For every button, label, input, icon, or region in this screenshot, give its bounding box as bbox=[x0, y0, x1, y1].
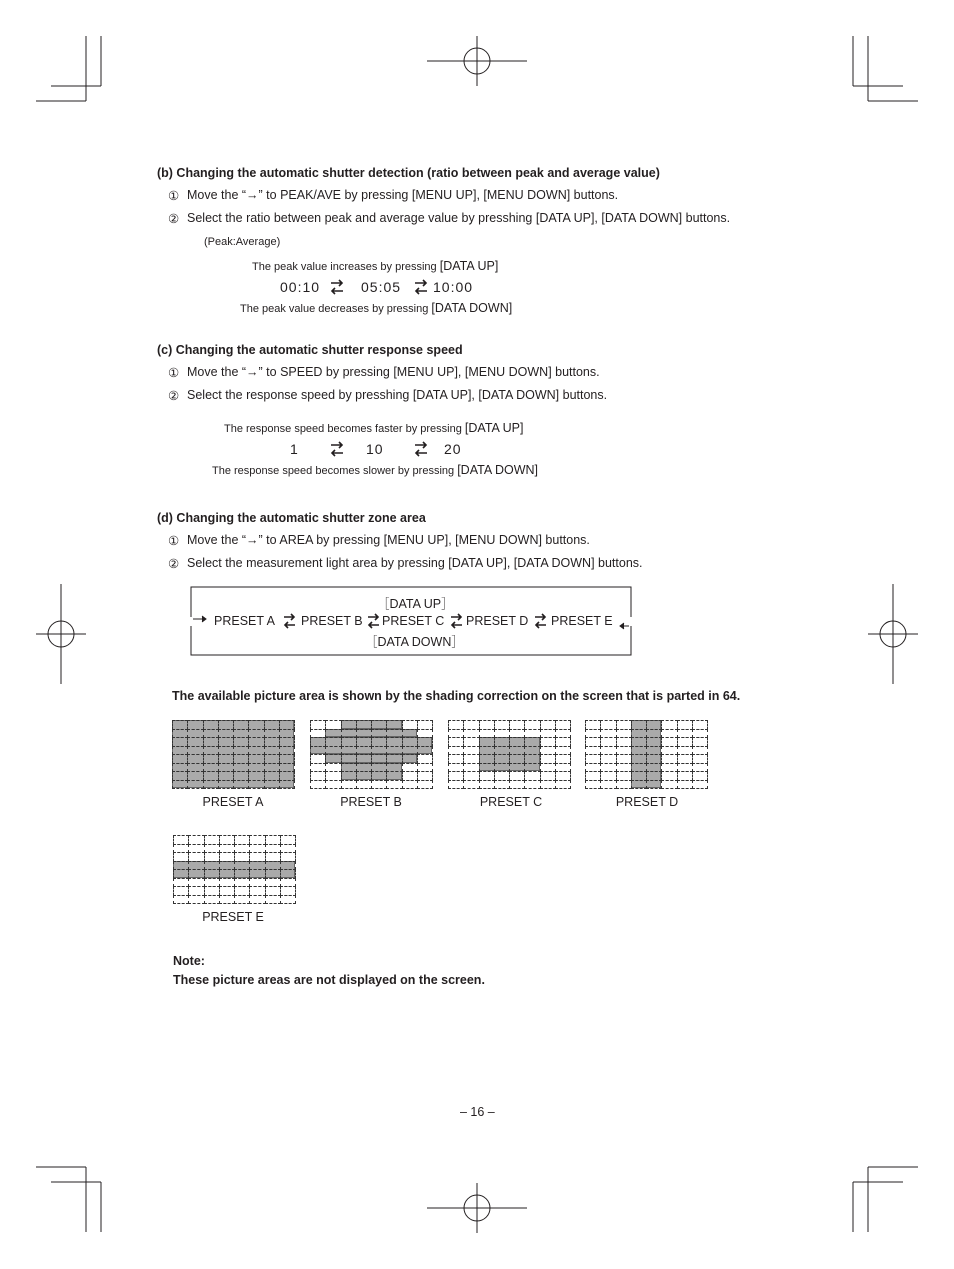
speed-down-button-ref: [DATA DOWN] bbox=[457, 463, 538, 477]
peak-average-note: (Peak:Average) bbox=[204, 236, 281, 248]
preset-b-label: PRESET B bbox=[340, 795, 402, 809]
grid-cell bbox=[325, 780, 341, 790]
grid-cell bbox=[692, 780, 708, 790]
preset-d-grid bbox=[585, 720, 707, 788]
step-marker: ① bbox=[168, 189, 180, 203]
grid-cell bbox=[341, 780, 357, 790]
grid-cell bbox=[173, 895, 189, 905]
peak-up-text: The peak value increases by pressing bbox=[252, 261, 437, 273]
note-title: Note: bbox=[173, 954, 205, 968]
peak-down-button-ref: [DATA DOWN] bbox=[431, 301, 513, 315]
section-d-step1: Move the “→” to AREA by pressing [MENU UP], [MENU DOWN] buttons. bbox=[187, 533, 590, 547]
grid-cell bbox=[279, 780, 295, 790]
grid-cell bbox=[187, 780, 203, 790]
step-marker: ① bbox=[168, 366, 180, 380]
grid-cell bbox=[479, 780, 495, 790]
peak-value-2: 05:05 bbox=[361, 279, 402, 295]
flow-preset-d: PRESET D bbox=[466, 614, 529, 628]
grid-cell bbox=[509, 780, 525, 790]
grid-cell bbox=[417, 780, 433, 790]
section-c-step1: Move the “→” to SPEED by pressing [MENU UP], [MENU DOWN] buttons. bbox=[187, 365, 600, 379]
speed-down-text: The response speed becomes slower by pressing bbox=[212, 465, 455, 477]
section-b-heading: (b) Changing the automatic shutter detection (ratio between peak and average value) bbox=[157, 166, 660, 180]
grid-cell bbox=[219, 895, 235, 905]
flow-preset-a: PRESET A bbox=[214, 614, 275, 628]
grid-cell bbox=[402, 780, 418, 790]
section-c-heading: (c) Changing the automatic shutter response speed bbox=[157, 343, 463, 357]
grid-cell bbox=[448, 780, 464, 790]
step-marker: ② bbox=[168, 212, 180, 226]
preset-b-grid bbox=[310, 720, 432, 788]
page-number: – 16 – bbox=[460, 1105, 495, 1119]
grid-cell bbox=[677, 780, 693, 790]
grid-cell bbox=[233, 780, 249, 790]
grid-cell bbox=[463, 780, 479, 790]
grid-cell bbox=[265, 895, 281, 905]
grid-cell bbox=[280, 895, 296, 905]
grid-cell bbox=[356, 780, 372, 790]
peak-down-text: The peak value decreases by pressing bbox=[240, 303, 429, 315]
grid-cell bbox=[310, 780, 326, 790]
section-b-step2: Select the ratio between peak and average value by presshing [DATA UP], [DATA DOWN] buttons. bbox=[187, 211, 731, 225]
speed-up-text: The response speed becomes faster by pressing bbox=[224, 423, 462, 435]
grid-cell bbox=[494, 780, 510, 790]
grid-cell bbox=[540, 780, 556, 790]
flow-data-up-label: ［DATA UP］ bbox=[377, 597, 454, 611]
section-b-step1: Move the “→” to PEAK/AVE by pressing [MENU UP], [MENU DOWN] buttons. bbox=[187, 188, 619, 202]
area-caption: The available picture area is shown by the shading correction on the screen that is parted in 64. bbox=[172, 689, 741, 703]
grid-cell bbox=[555, 780, 571, 790]
preset-c-grid bbox=[448, 720, 570, 788]
grid-cell bbox=[249, 895, 265, 905]
grid-cell bbox=[371, 780, 387, 790]
grid-cell bbox=[264, 780, 280, 790]
flow-preset-b: PRESET B bbox=[301, 614, 363, 628]
step-marker: ② bbox=[168, 557, 180, 571]
speed-up-button-ref: [DATA UP] bbox=[464, 421, 524, 435]
preset-e-label: PRESET E bbox=[202, 910, 264, 924]
step-marker: ② bbox=[168, 389, 180, 403]
grid-cell bbox=[203, 780, 219, 790]
section-d-step2: Select the measurement light area by pressing [DATA UP], [DATA DOWN] buttons. bbox=[187, 556, 643, 570]
grid-cell bbox=[234, 895, 250, 905]
grid-cell bbox=[661, 780, 677, 790]
note-text: These picture areas are not displayed on the screen. bbox=[173, 973, 485, 987]
grid-cell bbox=[600, 780, 616, 790]
preset-d-label: PRESET D bbox=[615, 795, 679, 809]
grid-cell bbox=[386, 780, 402, 790]
grid-cell bbox=[172, 780, 188, 790]
speed-value-2: 10 bbox=[366, 441, 384, 457]
grid-cell bbox=[585, 780, 601, 790]
grid-cell bbox=[218, 780, 234, 790]
preset-c-label: PRESET C bbox=[479, 795, 543, 809]
grid-cell bbox=[631, 780, 647, 790]
flow-preset-e: PRESET E bbox=[551, 614, 613, 628]
grid-cell bbox=[248, 780, 264, 790]
grid-cell bbox=[188, 895, 204, 905]
flow-data-down-label: ［DATA DOWN］ bbox=[365, 635, 464, 649]
peak-value-3: 10:00 bbox=[433, 279, 474, 295]
grid-cell bbox=[616, 780, 632, 790]
speed-value-1: 1 bbox=[290, 441, 298, 457]
preset-e-grid bbox=[173, 835, 295, 903]
step-marker: ① bbox=[168, 534, 180, 548]
grid-cell bbox=[524, 780, 540, 790]
grid-cell bbox=[204, 895, 220, 905]
preset-a-grid bbox=[172, 720, 294, 788]
preset-a-label: PRESET A bbox=[202, 795, 264, 809]
section-d-heading: (d) Changing the automatic shutter zone area bbox=[157, 511, 426, 525]
speed-value-3: 20 bbox=[444, 441, 462, 457]
peak-up-button-ref: [DATA UP] bbox=[439, 259, 499, 273]
peak-value-1: 00:10 bbox=[280, 279, 321, 295]
flow-preset-c: PRESET C bbox=[382, 614, 445, 628]
grid-cell bbox=[646, 780, 662, 790]
section-c-step2: Select the response speed by presshing [DATA UP], [DATA DOWN] buttons. bbox=[187, 388, 608, 402]
